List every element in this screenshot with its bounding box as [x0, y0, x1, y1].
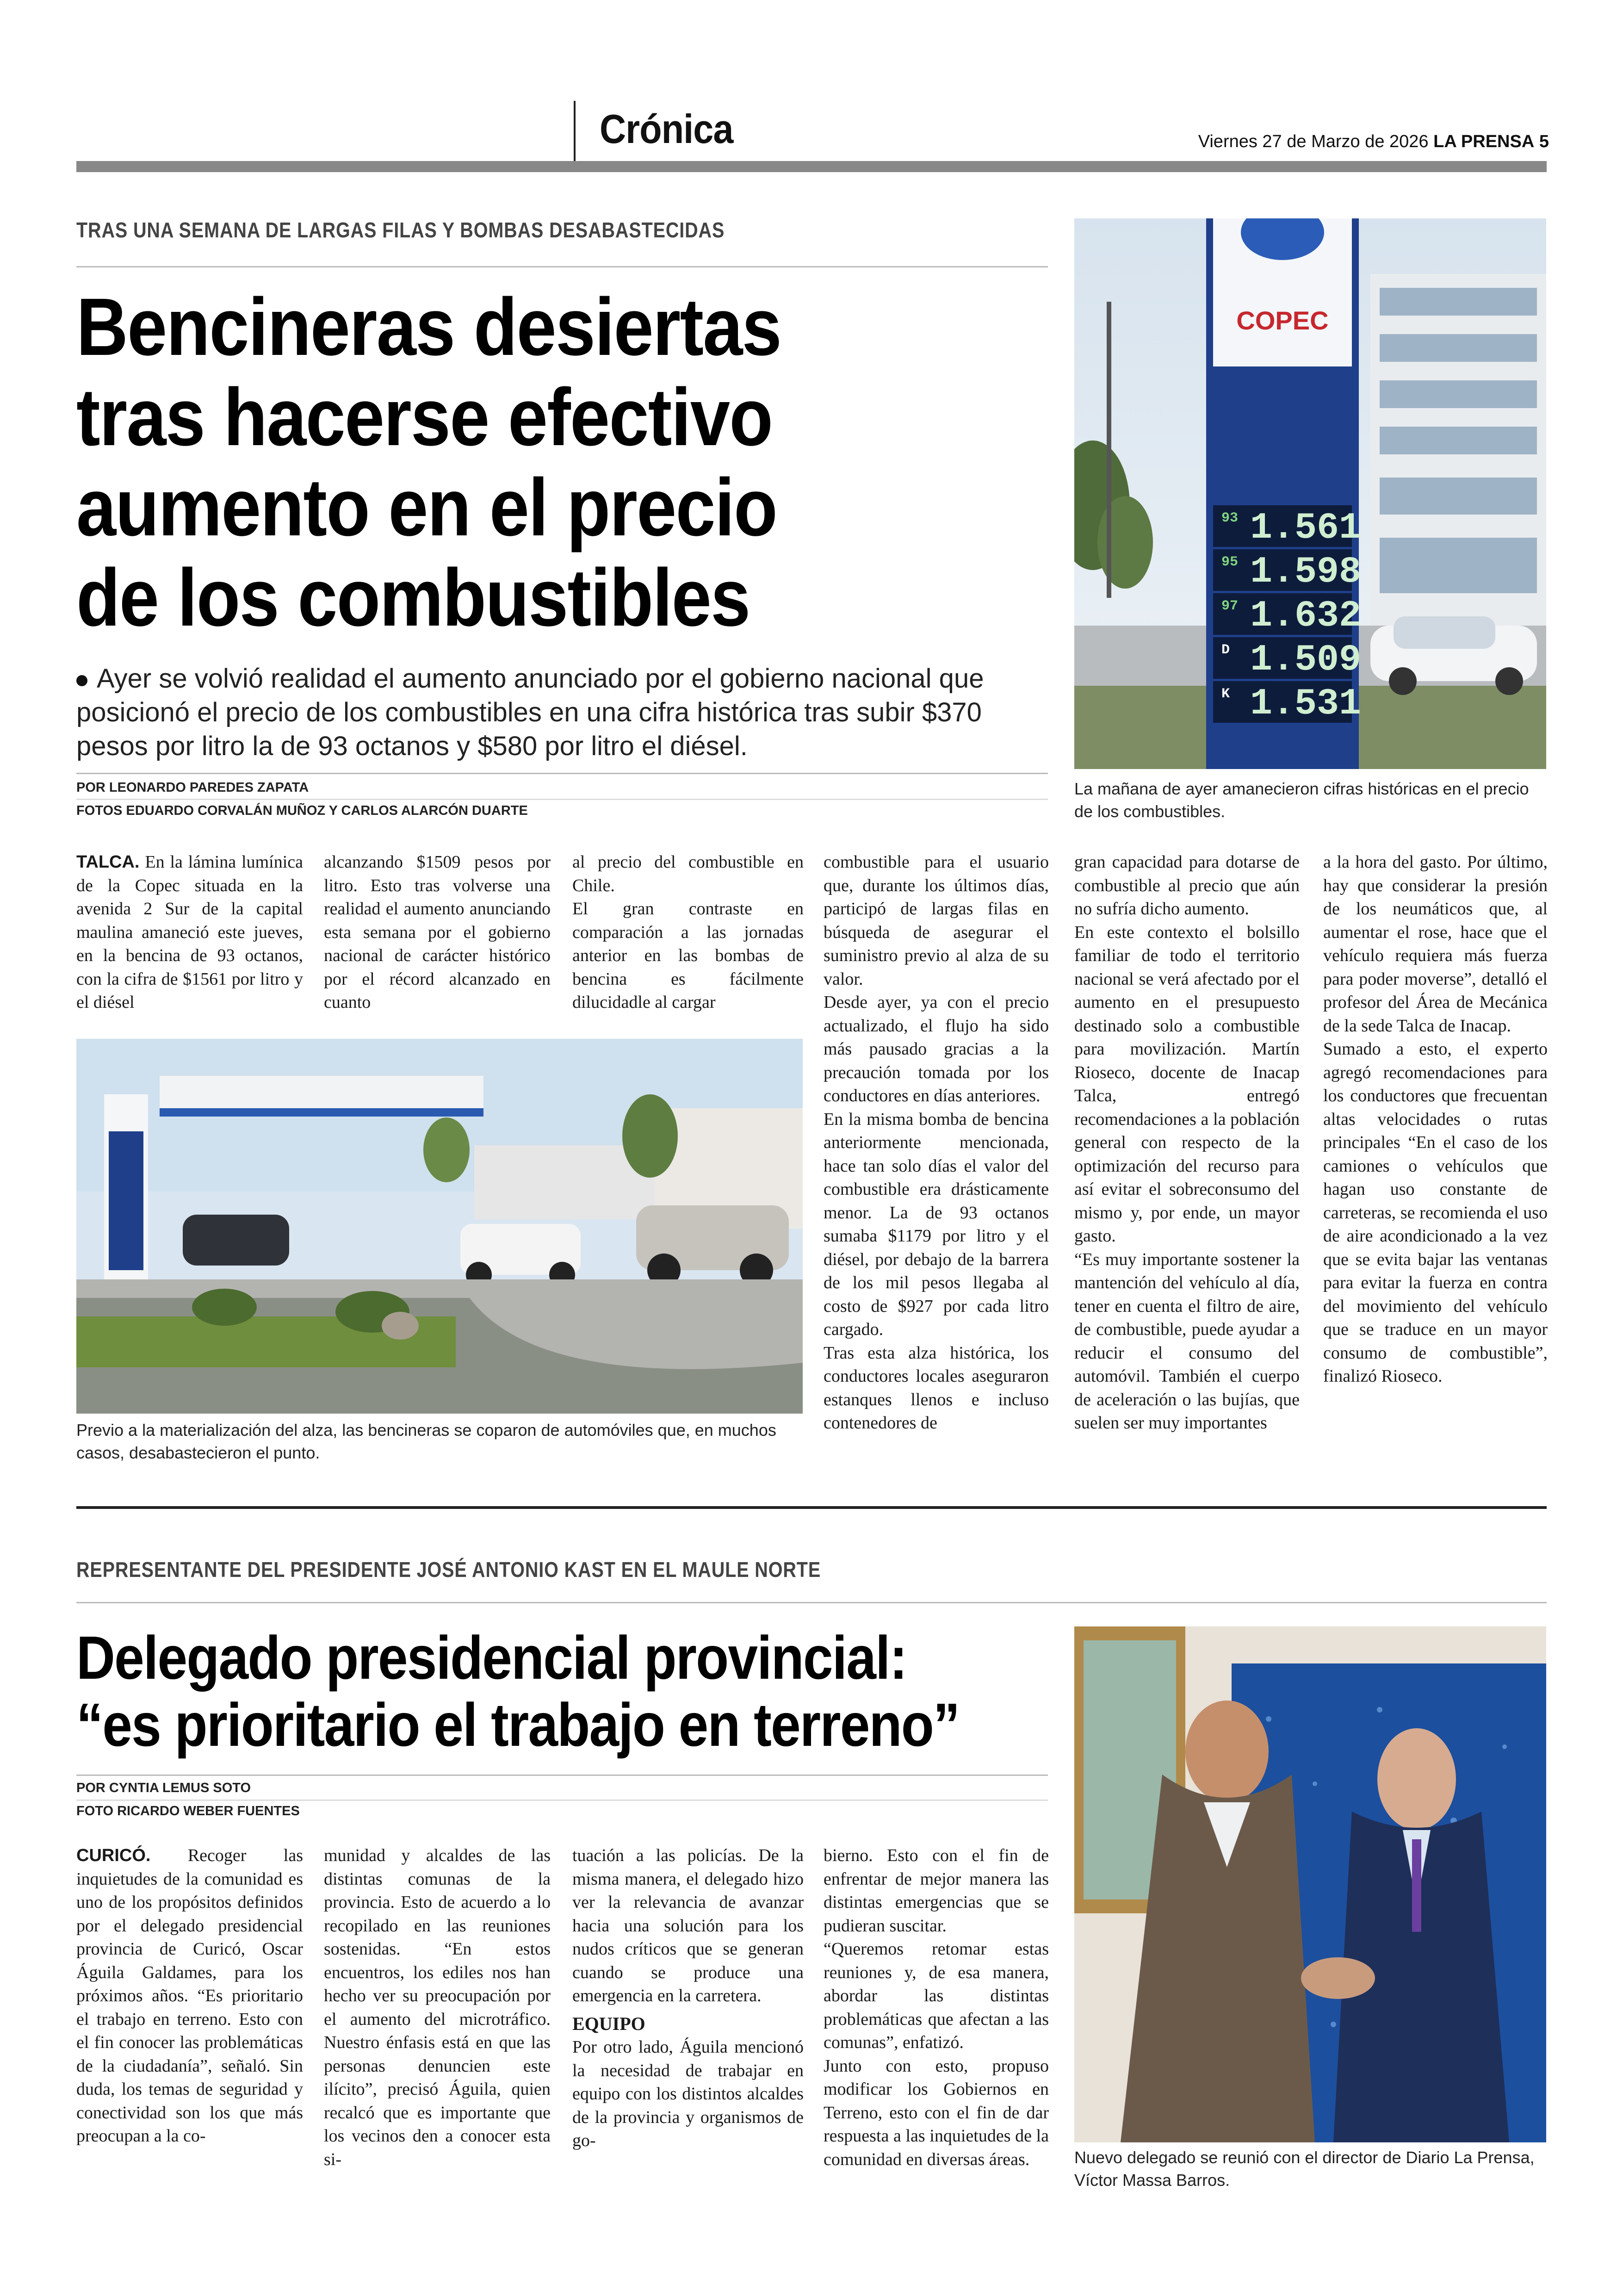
price-95: 1.598: [1250, 551, 1362, 593]
price-93: 1.561: [1250, 507, 1362, 549]
gas-station-photo: [76, 1039, 803, 1414]
page-number: 5: [1539, 132, 1549, 151]
article1-col2: [324, 850, 551, 1014]
kicker-rule: [76, 266, 1048, 267]
headline-line: “es prioritario el trabajo en terreno”: [76, 1691, 960, 1759]
masthead: [1198, 132, 1549, 152]
article1-headline: [76, 282, 1013, 643]
body-text: Junto con esto, propuso modificar los Gobiernos en Terreno, esto con el fin de dar respuesta a las inquietudes de la comunidad en diversas áreas.: [824, 2056, 1049, 2169]
article2-col4: [824, 1844, 1049, 2171]
headline-line: tras hacerse efectivo: [76, 372, 773, 463]
photo3-caption: Nuevo delegado se reunió con el director de Diario La Prensa, Víctor Massa Barros.: [1074, 2148, 1535, 2190]
body-text: alcanzando $1509 pesos por litro. Esto tras volverse una realidad el aumento anunciando esta semana por el gobierno nacional de carácter histórico por el récord alcanzado en cuanto: [324, 852, 551, 1012]
body-text: a la hora del gasto. Por último, hay que considerar la presión de los neumáticos que, al aumentar el rose, hace que el vehículo requiera más fuerza para poder moverse”, detalló el profesor del Área de Mecánica de la sede Talca de Inacap.: [1323, 852, 1548, 1036]
handshake-photo: [1074, 1626, 1546, 2142]
headline-line: aumento en el precio: [76, 462, 777, 553]
grade-95: 95: [1221, 554, 1239, 570]
issue-date: Viernes 27 de Marzo de 2026: [1198, 132, 1429, 151]
kicker-rule: [76, 1602, 1547, 1603]
header-divider: [574, 101, 576, 163]
article2-byline: POR CYNTIA LEMUS SOTO: [76, 1781, 251, 1795]
article1-photo-credit: FOTOS EDUARDO CORVALÁN MUÑOZ Y CARLOS ALARCÓN DUARTE: [76, 803, 528, 818]
photo2-caption: Previo a la materialización del alza, las bencineras se coparon de automóviles que, en muchos casos, desabastecieron el punto.: [76, 1421, 776, 1462]
headline-line: de los combustibles: [76, 552, 750, 643]
section-title: Crónica: [600, 106, 733, 152]
dateline: CURICÓ.: [76, 1846, 151, 1865]
article-separator: [76, 1506, 1547, 1509]
headline-line: Bencineras desiertas: [76, 282, 781, 372]
copec-sign-photo: [1074, 218, 1546, 769]
body-text: “Queremos retomar estas reuniones y, de esa manera, abordar las distintas problemáticas que afectan a las comunas”, enfatizó.: [824, 1939, 1049, 2052]
body-text: bierno. Esto con el fin de enfrentar de mejor manera las distintas emergencias que se pudieran suscitar.: [824, 1846, 1049, 1936]
body-text: Recoger las inquietudes de la comunidad es uno de los propósitos definidos por el delegado presidencial provincia de Curicó, Oscar Águila Galdames, para los próximos años. “Es prioritario el trabajo en terreno. Esto con el fin conocer las problemáticas de la ciudadanía”, señaló. Sin duda, los temas de seguridad y conectividad son los que más preocupan a la co-: [76, 1846, 304, 2146]
grade-97: 97: [1221, 598, 1239, 614]
body-text: Sumado a esto, el experto agregó recomendaciones para los conductores que frecuentan altas velocidades o rutas principales “En el caso de los camiones o vehículos que hagan uso constante de carreteras, se recomienda el uso de aire acondicionado a la vez que se evita bajar las ventanas para evitar la fuerza en contra del movimiento del vehículo que se traduce en un mayor consumo de combustible”, finalizó Rioseco.: [1323, 1039, 1548, 1386]
body-text: En la lámina lumínica de la Copec situada en la avenida 2 Sur de la capital maulina amaneció este jueves, en la bencina de 93 octanos, con la cifra de $1561 por litro y el diésel: [76, 852, 303, 1012]
body-text: tuación a las policías. De la misma manera, el delegado hizo ver la relevancia de avanzar hacia una solución para los nudos críticos que se generan cuando se produce una emergencia en la carretera.: [572, 1846, 804, 2005]
header-rule: [76, 161, 1547, 172]
article1-col6: [1323, 850, 1548, 1388]
article2-col3: [572, 1844, 804, 2153]
subhead: EQUIPO: [572, 2013, 645, 2034]
body-text: combustible para el usuario que, durante los últimos días, participó de largas filas en búsqueda de asegurar el suministro previo al alza de su valor.: [824, 852, 1049, 989]
grade-kerosene: K: [1221, 686, 1230, 702]
article1-byline: POR LEONARDO PAREDES ZAPATA: [76, 780, 309, 795]
body-text: munidad y alcaldes de las distintas comunas de la provincia. Esto de acuerdo a lo recopilado en las reuniones sostenidas. “En estos encuentros, los ediles nos han hecho ver su preocupación por el aumento del microtráfico. Nuestro énfasis está en que las personas denuncien este ilícito”, precisó Águila, quien recalcó que es importante que los vecinos den a conocer esta si-: [324, 1846, 551, 2169]
article2-col1: [76, 1844, 303, 2148]
article1-col4: [824, 850, 1049, 1435]
body-text: En la misma bomba de bencina anteriormente mencionada, hace tan solo días el valor del combustible era drásticamente menor. La de 93 octanos sumaba $1179 por litro y el diésel, por debajo de la barrera de los mil pesos llegaba al costo de $927 por cada litro cargado.: [824, 1109, 1049, 1339]
grade-93: 93: [1221, 510, 1239, 526]
body-text: El gran contraste en comparación a las jornadas anterior en las bombas de bencina es fácilmente dilucidadle al cargar: [572, 899, 804, 1012]
body-text: al precio del combustible en Chile.: [572, 852, 804, 895]
headline-line: Delegado presidencial provincial:: [76, 1624, 907, 1692]
article1-col5: [1074, 850, 1300, 1435]
article2-headline: [76, 1624, 1053, 1758]
dateline: TALCA.: [76, 852, 140, 872]
article1-deck: [76, 662, 1043, 763]
byline-rule-top: [76, 1775, 1048, 1776]
article1-kicker: TRAS UNA SEMANA DE LARGAS FILAS Y BOMBAS DESABASTECIDAS: [76, 218, 725, 242]
price-kerosene: 1.531: [1250, 683, 1362, 725]
article2-photo-credit: FOTO RICARDO WEBER FUENTES: [76, 1804, 300, 1818]
article1-col1: [76, 850, 303, 1014]
copec-logo: COPEC: [1236, 306, 1329, 335]
article2-kicker: REPRESENTANTE DEL PRESIDENTE JOSÉ ANTONIO KAST EN EL MAULE NORTE: [76, 1558, 821, 1582]
grade-diesel: D: [1221, 642, 1230, 658]
price-97: 1.632: [1250, 595, 1362, 637]
body-text: “Es muy importante sostener la mantención del vehículo al día, tener en cuenta el filtro de aire, de combustible, puede ayudar a reducir el consumo del automóvil. También el cuerpo de aceleración o las bujías, que suelen ser muy importantes: [1074, 1249, 1300, 1433]
photo1-caption: La mañana de ayer amanecieron cifras históricas en el precio de los combustibles.: [1074, 779, 1529, 821]
body-text: gran capacidad para dotarse de combustible al precio que aún no sufría dicho aumento.: [1074, 852, 1300, 918]
price-diesel: 1.509: [1250, 639, 1362, 681]
deck-text: Ayer se volvió realidad el aumento anunciado por el gobierno nacional que posicionó el precio de los combustibles en una cifra histórica tras subir $370 pesos por litro la de 93 octanos y $580 por litro el diésel.: [76, 664, 984, 761]
article1-col3: [572, 850, 804, 1014]
bullet-icon: [76, 675, 87, 686]
body-text: Desde ayer, ya con el precio actualizado, el flujo ha sido más pausado gracias a la precaución tomada por los conductores en días anteriores.: [824, 993, 1049, 1105]
byline-rule-top: [76, 773, 1048, 774]
body-text: Por otro lado, Águila mencionó la necesidad de trabajar en equipo con los distintos alcaldes de la provincia y organismos de go-: [572, 2037, 804, 2150]
paper-name: LA PRENSA: [1433, 132, 1535, 151]
body-text: Tras esta alza histórica, los conductores locales aseguraron estanques llenos e incluso contenedores de: [824, 1343, 1049, 1433]
body-text: En este contexto el bolsillo familiar de todo el territorio nacional se verá afectado por el aumento en el presupuesto destinado solo a combustible para movilización. Martín Rioseco, docente de Inacap Talca, entregó recomendaciones a la población general con respecto de la optimización del recurso para así evitar el sobreconsumo del mismo y, por ende, un mayor gasto.: [1074, 922, 1300, 1246]
article2-col2: [324, 1844, 551, 2171]
